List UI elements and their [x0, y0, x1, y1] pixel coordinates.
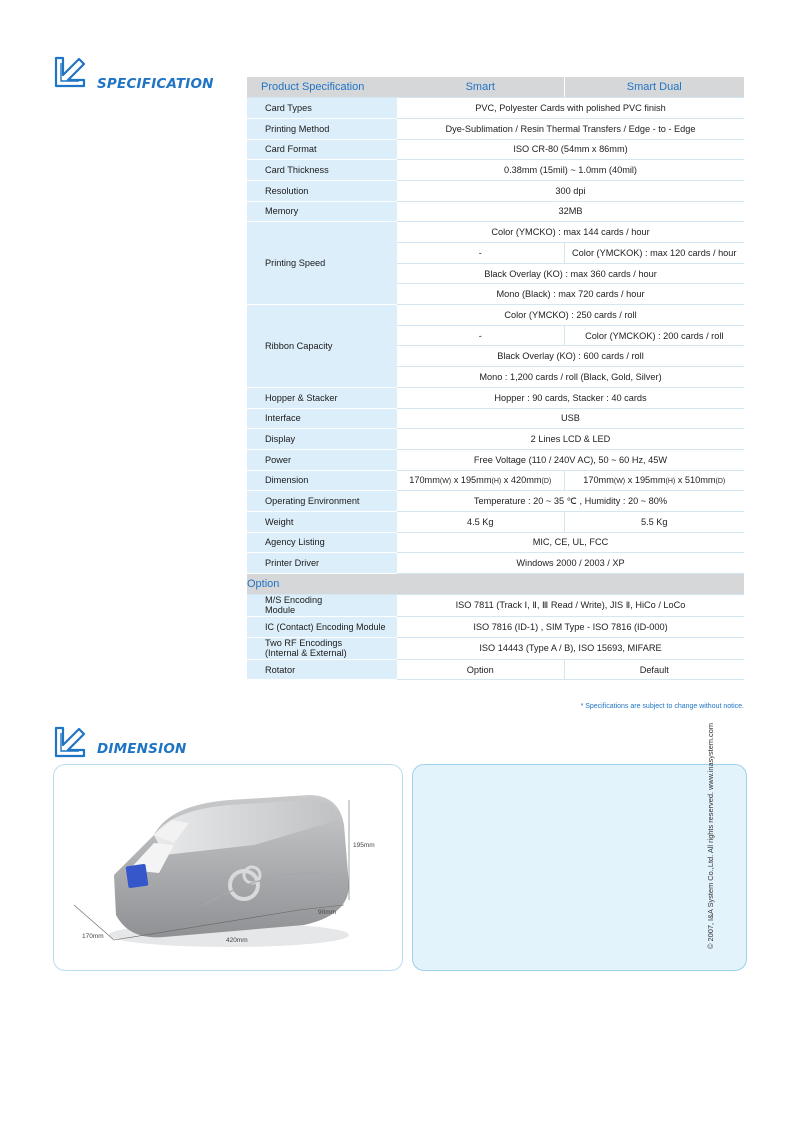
row-label: Printing Speed [247, 222, 397, 305]
row-value: Color (YMCKOK) : 200 cards / roll [564, 325, 744, 346]
row-label: Dimension [247, 470, 397, 491]
row-value: MIC, CE, UL, FCC [397, 532, 744, 553]
spec-header-row [247, 77, 744, 98]
row-value: ISO 7811 (Track Ⅰ, Ⅱ, Ⅲ Read / Write), JIS Ⅱ, HiCo / LoCo [397, 594, 744, 616]
table-row [247, 511, 744, 532]
table-row [247, 387, 744, 408]
row-label: Printing Method [247, 118, 397, 139]
arrow-down-right-icon [53, 55, 87, 89]
width-label: 170mm [82, 933, 104, 940]
table-row [247, 637, 744, 659]
table-row [247, 160, 744, 181]
row-label: Agency Listing [247, 532, 397, 553]
row-value: PVC, Polyester Cards with polished PVC finish [397, 98, 744, 119]
row-value: Temperature : 20 ~ 35 ℃ , Humidity : 20 ~ 80% [397, 491, 744, 512]
table-row [247, 222, 744, 243]
row-label: Memory [247, 201, 397, 222]
table-row [247, 659, 744, 680]
row-value: Mono : 1,200 cards / roll (Black, Gold, Silver) [397, 367, 744, 388]
row-label: M/S Encoding Module [247, 594, 397, 616]
row-value: Windows 2000 / 2003 / XP [397, 553, 744, 574]
row-value: Mono (Black) : max 720 cards / hour [397, 284, 744, 305]
dimension-info-panel [412, 764, 747, 971]
table-row [247, 491, 744, 512]
table-row [247, 139, 744, 160]
row-value: Color (YMCKO) : max 144 cards / hour [397, 222, 744, 243]
row-value: 5.5 Kg [564, 511, 744, 532]
row-value: ISO 14443 (Type A / B), ISO 15693, MIFARE [397, 637, 744, 659]
table-row [247, 594, 744, 616]
row-label: Resolution [247, 180, 397, 201]
row-label: Card Types [247, 98, 397, 119]
row-label: Two RF Encodings (Internal & External) [247, 637, 397, 659]
row-label: Weight [247, 511, 397, 532]
row-label: Ribbon Capacity [247, 305, 397, 388]
option-header-row [247, 574, 744, 595]
table-row [247, 98, 744, 119]
dimension-image-panel [53, 764, 403, 971]
row-label: Interface [247, 408, 397, 429]
row-label: Rotator [247, 659, 397, 680]
height-label: 195mm [353, 842, 375, 849]
depth-label: 90mm [318, 909, 337, 916]
row-value: Option [397, 659, 564, 680]
dimension-title: DIMENSION [97, 741, 187, 757]
header-product-spec: Product Specification [247, 77, 397, 98]
row-label: Card Thickness [247, 160, 397, 181]
table-row [247, 180, 744, 201]
row-value: 0.38mm (15mil) ~ 1.0mm (40mil) [397, 160, 744, 181]
table-row [247, 470, 744, 491]
header-smart: Smart [397, 77, 564, 98]
length-label: 420mm [226, 937, 248, 944]
header-smart-dual: Smart Dual [564, 77, 744, 98]
table-row [247, 429, 744, 450]
arrow-down-right-icon [53, 725, 87, 759]
row-value: Black Overlay (KO) : max 360 cards / hour [397, 263, 744, 284]
row-value: Color (YMCKOK) : max 120 cards / hour [564, 243, 744, 264]
row-value: 2 Lines LCD & LED [397, 429, 744, 450]
row-value: Free Voltage (110 / 240V AC), 50 ~ 60 Hz, 45W [397, 449, 744, 470]
table-row [247, 201, 744, 222]
row-label: Operating Environment [247, 491, 397, 512]
row-label: Display [247, 429, 397, 450]
row-value: Black Overlay (KO) : 600 cards / roll [397, 346, 744, 367]
table-row [247, 449, 744, 470]
dimension-smart: 170mm(W) x 195mm(H) x 420mm(D) [397, 470, 564, 491]
row-label: Power [247, 449, 397, 470]
copyright-text: © 2007, I&A System Co.,Ltd. All rights reserved. www.inasystem.com [706, 722, 715, 949]
specification-title: SPECIFICATION [97, 76, 214, 92]
row-value: Default [564, 659, 744, 680]
table-row [247, 532, 744, 553]
row-value: - [397, 243, 564, 264]
printer-illustration [54, 765, 404, 972]
table-row [247, 408, 744, 429]
option-header: Option [247, 574, 744, 595]
dimension-smart-dual: 170mm(W) x 195mm(H) x 510mm(D) [564, 470, 744, 491]
row-value: Dye-Sublimation / Resin Thermal Transfers / Edge - to - Edge [397, 118, 744, 139]
row-value: Hopper : 90 cards, Stacker : 40 cards [397, 387, 744, 408]
spec-table [247, 77, 744, 680]
row-value: 4.5 Kg [397, 511, 564, 532]
row-label: Card Format [247, 139, 397, 160]
row-label: IC (Contact) Encoding Module [247, 616, 397, 637]
table-row [247, 553, 744, 574]
row-value: 32MB [397, 201, 744, 222]
row-value: - [397, 325, 564, 346]
row-value: USB [397, 408, 744, 429]
row-value: 300 dpi [397, 180, 744, 201]
row-label: Hopper & Stacker [247, 387, 397, 408]
row-value: ISO 7816 (ID-1) , SIM Type - ISO 7816 (ID-000) [397, 616, 744, 637]
row-value: Color (YMCKO) : 250 cards / roll [397, 305, 744, 326]
row-label: Printer Driver [247, 553, 397, 574]
table-row [247, 118, 744, 139]
spec-note: * Specifications are subject to change without notice. [580, 703, 744, 710]
row-value: ISO CR-80 (54mm x 86mm) [397, 139, 744, 160]
table-row [247, 616, 744, 637]
table-row [247, 305, 744, 326]
